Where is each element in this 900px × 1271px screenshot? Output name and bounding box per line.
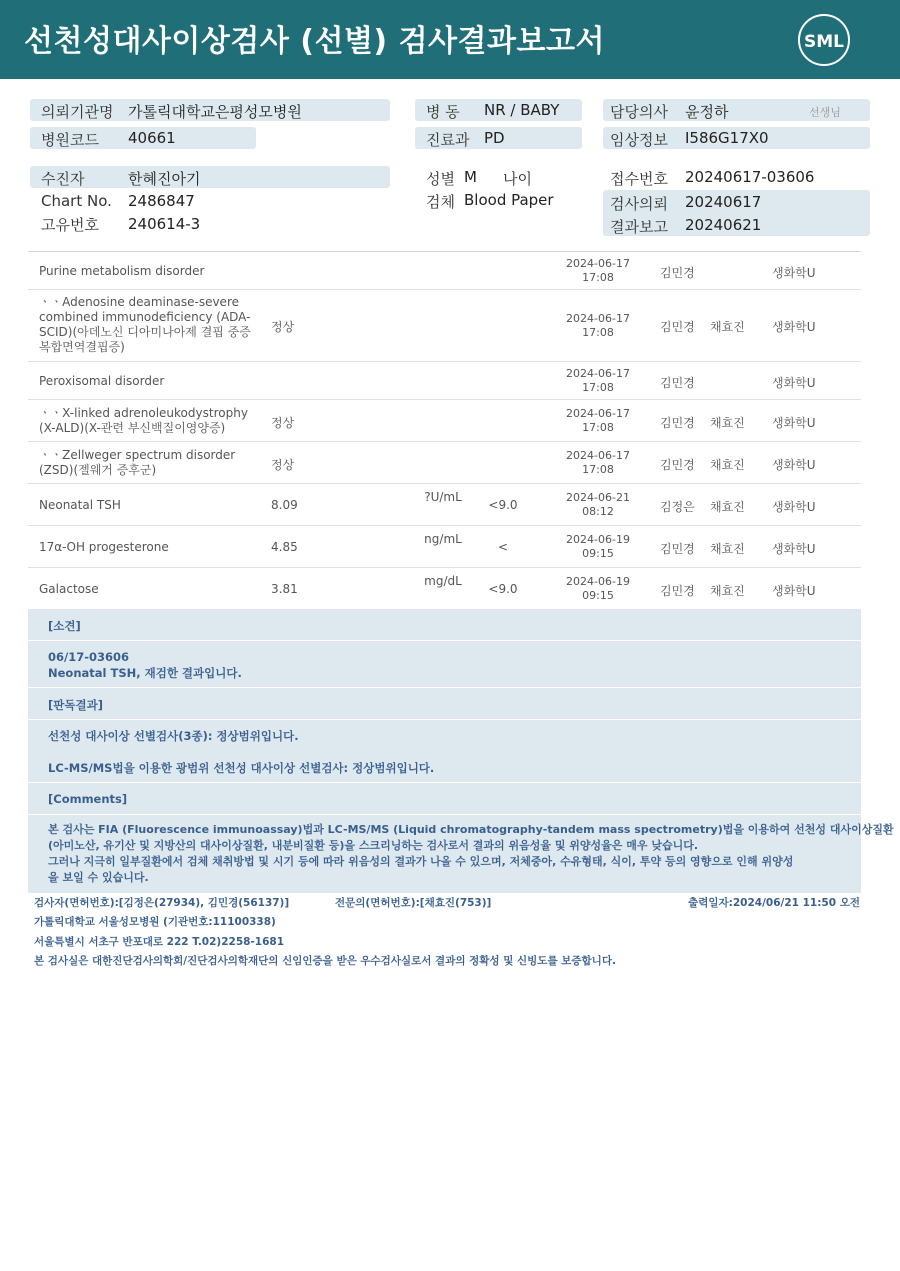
reviewer-name: 채효진 bbox=[710, 458, 745, 472]
table-row bbox=[28, 484, 861, 526]
table-row bbox=[28, 290, 861, 362]
doctor-value: 윤정하 bbox=[685, 103, 729, 121]
report-value: 20240621 bbox=[685, 216, 762, 234]
recipient-value: 한혜진아기 bbox=[128, 170, 201, 188]
report-header bbox=[0, 0, 900, 79]
ward-label: 병 동 bbox=[426, 103, 460, 121]
ward-value: NR / BABY bbox=[484, 101, 560, 119]
test-unit: ?U/mL bbox=[424, 490, 462, 504]
institution-value: 가톨릭대학교은평성모병원 bbox=[128, 103, 302, 121]
reviewer-name: 채효진 bbox=[710, 584, 745, 598]
doctor-label: 담당의사 bbox=[610, 103, 668, 121]
test-dept: 생화학U bbox=[772, 500, 816, 514]
hospital-code-label: 병원코드 bbox=[41, 131, 99, 149]
tester-name: 김민경 bbox=[660, 458, 695, 472]
reviewer-name: 채효진 bbox=[710, 320, 745, 334]
test-date: 2024-06-17 17:08 bbox=[566, 407, 630, 434]
tester-name: 김민경 bbox=[660, 320, 695, 334]
receipt-value: 20240617-03606 bbox=[685, 168, 815, 186]
hospital-text: 가톨릭대학교 서울성모병원 (기관번호:11100338) bbox=[34, 916, 276, 928]
table-row bbox=[28, 400, 861, 442]
report-label: 결과보고 bbox=[610, 218, 668, 236]
test-reference: <9.0 bbox=[488, 498, 518, 512]
judgment-line: LC-MS/MS법을 이용한 광범위 선천성 대사이상 선별검사: 정상범위입니다. bbox=[48, 761, 435, 775]
results-table bbox=[28, 251, 861, 610]
chart-value: 2486847 bbox=[128, 192, 195, 210]
findings-line: 06/17-03606 bbox=[48, 650, 129, 664]
institution-label: 의뢰기관명 bbox=[41, 103, 114, 121]
clinical-value: I586G17X0 bbox=[685, 129, 769, 147]
hospital-code-value: 40661 bbox=[128, 129, 176, 147]
tester-name: 김민경 bbox=[660, 266, 695, 280]
dept-label: 진료과 bbox=[426, 131, 470, 149]
test-name: ㆍㆍX-linked adrenoleukodystrophy (X-ALD)(X-관련 부신백질이영양증) bbox=[39, 406, 248, 435]
examiners-text: 검사자(면허번호):[김정은(27934), 김민경(56137)] bbox=[34, 897, 290, 909]
test-reference: < bbox=[497, 540, 509, 554]
test-dept: 생화학U bbox=[772, 458, 816, 472]
test-dept: 생화학U bbox=[772, 416, 816, 430]
comments-line: 을 보일 수 있습니다. bbox=[48, 871, 149, 884]
test-date: 2024-06-17 17:08 bbox=[566, 257, 630, 284]
test-name: Galactose bbox=[39, 582, 99, 596]
sml-logo-icon bbox=[796, 12, 852, 68]
test-unit: ng/mL bbox=[424, 532, 462, 546]
request-label: 검사의뢰 bbox=[610, 195, 668, 213]
judgment-line: 선천성 대사이상 선별검사(3종): 정상범위입니다. bbox=[48, 729, 299, 743]
test-name: ㆍㆍAdenosine deaminase-severe combined immunodeficiency (ADA-SCID)(아데노신 디아미나아제 결핍 중증 복합면역결핍증) bbox=[39, 295, 251, 354]
judgment-title: [판독결과] bbox=[48, 698, 103, 712]
chart-label: Chart No. bbox=[41, 192, 112, 210]
tester-name: 김민경 bbox=[660, 376, 695, 390]
recipient-label: 수진자 bbox=[41, 170, 85, 188]
reviewer-name: 채효진 bbox=[710, 500, 745, 514]
table-row bbox=[28, 526, 861, 568]
report-title: 선천성대사이상검사 (선별) 검사결과보고서 bbox=[24, 24, 605, 59]
test-name: 17α-OH progesterone bbox=[39, 540, 169, 554]
test-date: 2024-06-21 08:12 bbox=[566, 491, 630, 518]
test-reference: <9.0 bbox=[488, 582, 518, 596]
table-row bbox=[28, 362, 861, 400]
test-date: 2024-06-19 09:15 bbox=[566, 575, 630, 602]
findings-header bbox=[28, 609, 861, 641]
comments-line: 본 검사는 FIA (Fluorescence immunoassay)법과 LC-MS/MS (Liquid chromatography-tandem mass spectrometry)법을 이용하여 선천성 대사이상질환 bbox=[48, 823, 894, 836]
sex-value: M bbox=[464, 168, 477, 186]
certification-text: 본 검사실은 대한진단검사의학회/진단검사의학재단의 신임인증을 받은 우수검사실로서 결과의 정확성 및 신빙도를 보증합니다. bbox=[34, 955, 616, 967]
table-row bbox=[28, 252, 861, 290]
test-dept: 생화학U bbox=[772, 266, 816, 280]
receipt-label: 접수번호 bbox=[610, 170, 668, 188]
address-text: 서울특별시 서초구 반포대로 222 T.02)2258-1681 bbox=[34, 936, 285, 948]
test-unit: mg/dL bbox=[424, 574, 462, 588]
test-dept: 생화학U bbox=[772, 320, 816, 334]
test-value: 정상 bbox=[271, 458, 295, 472]
table-row bbox=[28, 442, 861, 484]
findings-title: [소견] bbox=[48, 619, 81, 633]
comments-body bbox=[28, 815, 894, 893]
reviewer-name: 채효진 bbox=[710, 542, 745, 556]
test-dept: 생화학U bbox=[772, 376, 816, 390]
test-date: 2024-06-17 17:08 bbox=[566, 367, 630, 394]
tester-name: 김민경 bbox=[660, 416, 695, 430]
comments-line: (아미노산, 유기산 및 지방산의 대사이상질환, 내분비질환 등)을 스크리닝하는 검사로서 결과의 위음성율 및 위양성율은 매우 낮습니다. bbox=[48, 839, 699, 852]
tester-name: 김민경 bbox=[660, 542, 695, 556]
unique-value: 240614-3 bbox=[128, 215, 201, 233]
notes-section bbox=[28, 609, 894, 893]
specimen-value: Blood Paper bbox=[464, 191, 554, 209]
test-name: Peroxisomal disorder bbox=[39, 374, 165, 388]
age-label: 나이 bbox=[503, 170, 532, 188]
test-value: 4.85 bbox=[271, 540, 298, 554]
test-date: 2024-06-19 09:15 bbox=[566, 533, 630, 560]
unique-label: 고유번호 bbox=[41, 216, 99, 234]
request-value: 20240617 bbox=[685, 193, 762, 211]
test-dept: 생화학U bbox=[772, 584, 816, 598]
judgment-body bbox=[28, 720, 861, 783]
findings-body bbox=[28, 641, 861, 688]
test-date: 2024-06-17 17:08 bbox=[566, 449, 630, 476]
table-row bbox=[28, 568, 861, 610]
reviewer-name: 채효진 bbox=[710, 416, 745, 430]
doctor-suffix: 선생님 bbox=[809, 106, 841, 119]
comments-line: 그러나 지극히 일부질환에서 검체 채취방법 및 시기 등에 따라 위음성의 결과가 나올 수 있으며, 저체중아, 수유형태, 식이, 투약 등의 영향으로 인해 위양성 bbox=[48, 855, 794, 868]
test-name: ㆍㆍZellweger spectrum disorder (ZSD)(젤웨거 증후군) bbox=[39, 448, 236, 477]
findings-line: Neonatal TSH, 재검한 결과입니다. bbox=[48, 666, 242, 680]
test-value: 정상 bbox=[271, 320, 295, 334]
tester-name: 김민경 bbox=[660, 584, 695, 598]
test-date: 2024-06-17 17:08 bbox=[566, 312, 630, 339]
sex-label: 성별 bbox=[426, 170, 455, 188]
dept-value: PD bbox=[484, 129, 505, 147]
comments-title: [Comments] bbox=[48, 792, 128, 806]
tester-name: 김정은 bbox=[660, 500, 695, 514]
test-value: 3.81 bbox=[271, 582, 298, 596]
test-name: Purine metabolism disorder bbox=[39, 264, 205, 278]
test-value: 8.09 bbox=[271, 498, 298, 512]
clinical-label: 임상정보 bbox=[610, 131, 668, 149]
print-date-text: 출력일자:2024/06/21 11:50 오전 bbox=[688, 897, 860, 909]
specimen-label: 검체 bbox=[426, 193, 455, 211]
logo-text: SML bbox=[804, 32, 844, 52]
comments-header bbox=[28, 783, 861, 815]
specialist-text: 전문의(면허번호):[채효진(753)] bbox=[335, 897, 492, 909]
judgment-header bbox=[28, 688, 861, 720]
test-name: Neonatal TSH bbox=[39, 498, 121, 512]
test-dept: 생화학U bbox=[772, 542, 816, 556]
test-value: 정상 bbox=[271, 416, 295, 430]
